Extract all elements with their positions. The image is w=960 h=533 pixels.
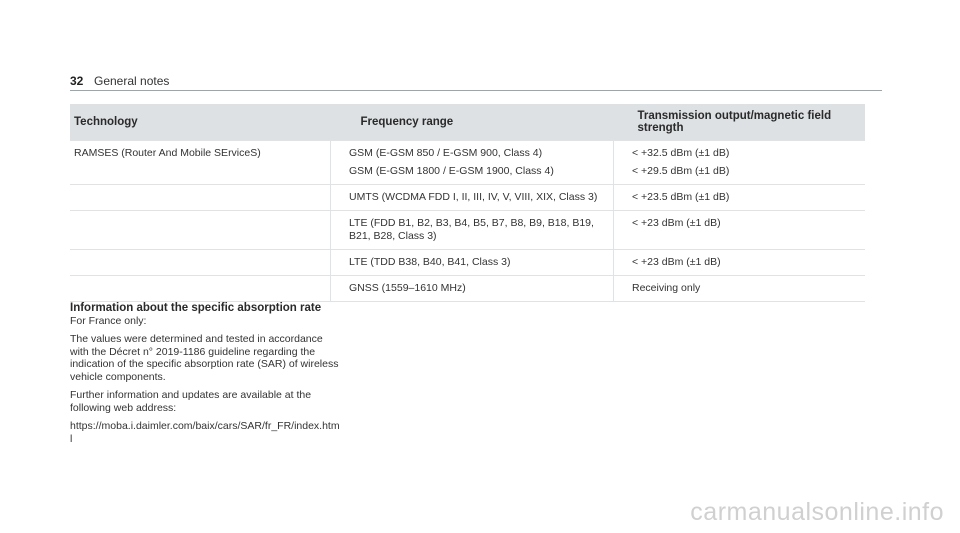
cell-technology — [70, 250, 331, 276]
cell-technology: RAMSES (Router And Mobile SErviceS) — [70, 141, 331, 185]
cell-technology — [70, 185, 331, 211]
specification-table — [70, 104, 865, 302]
cell-output: < +23 dBm (±1 dB) — [614, 211, 866, 250]
section-title: General notes — [94, 74, 170, 88]
cell-frequency — [331, 141, 614, 185]
column-header-frequency: Frequency range — [331, 104, 614, 141]
table-row — [70, 250, 865, 276]
cell-output: Receiving only — [614, 276, 866, 302]
output-line: < +32.5 dBm (±1 dB) — [632, 147, 730, 159]
page-number: 32 — [70, 74, 84, 88]
france-only-note: For France only: — [70, 314, 147, 327]
table-row — [70, 211, 865, 250]
table-row — [70, 276, 865, 302]
table-row — [70, 141, 865, 185]
sar-paragraph: The values were determined and tested in accordance with the Décret n° 2019-1186 guideline regarding the indication of the specific absorption rate (SAR) of wireless vehicle components. — [70, 333, 339, 383]
frequency-line: GSM (E-GSM 1800 / E-GSM 1900, Class 4) — [349, 165, 554, 177]
cell-technology — [70, 211, 331, 250]
column-header-technology: Technology — [70, 104, 331, 141]
cell-frequency: GNSS (1559–1610 MHz) — [331, 276, 614, 302]
cell-frequency: LTE (TDD B38, B40, B41, Class 3) — [331, 250, 614, 276]
sar-information-section — [70, 302, 340, 451]
cell-output: < +23 dBm (±1 dB) — [614, 250, 866, 276]
output-line: < +29.5 dBm (±1 dB) — [632, 165, 730, 177]
cell-technology — [70, 276, 331, 302]
cell-output — [614, 141, 866, 185]
cell-frequency: LTE (FDD B1, B2, B3, B4, B5, B7, B8, B9, B18, B19, B21, B28, Class 3) — [331, 211, 614, 250]
sar-url-link[interactable]: https://moba.i.daimler.com/baix/cars/SAR/fr_FR/index.html — [70, 420, 340, 445]
sar-further-info: Further information and updates are available at the following web address: — [70, 389, 312, 414]
sar-heading: Information about the specific absorption rate — [70, 302, 322, 314]
column-header-output: Transmission output/magnetic field strength — [614, 104, 866, 141]
cell-frequency: UMTS (WCDMA FDD I, II, III, IV, V, VIII, XIX, Class 3) — [331, 185, 614, 211]
table-header-row — [70, 104, 865, 141]
watermark-text: carmanualsonline.info — [690, 498, 944, 526]
cell-output: < +23.5 dBm (±1 dB) — [614, 185, 866, 211]
table-row — [70, 185, 865, 211]
frequency-line: GSM (E-GSM 850 / E-GSM 900, Class 4) — [349, 147, 543, 159]
page-header — [70, 72, 882, 91]
